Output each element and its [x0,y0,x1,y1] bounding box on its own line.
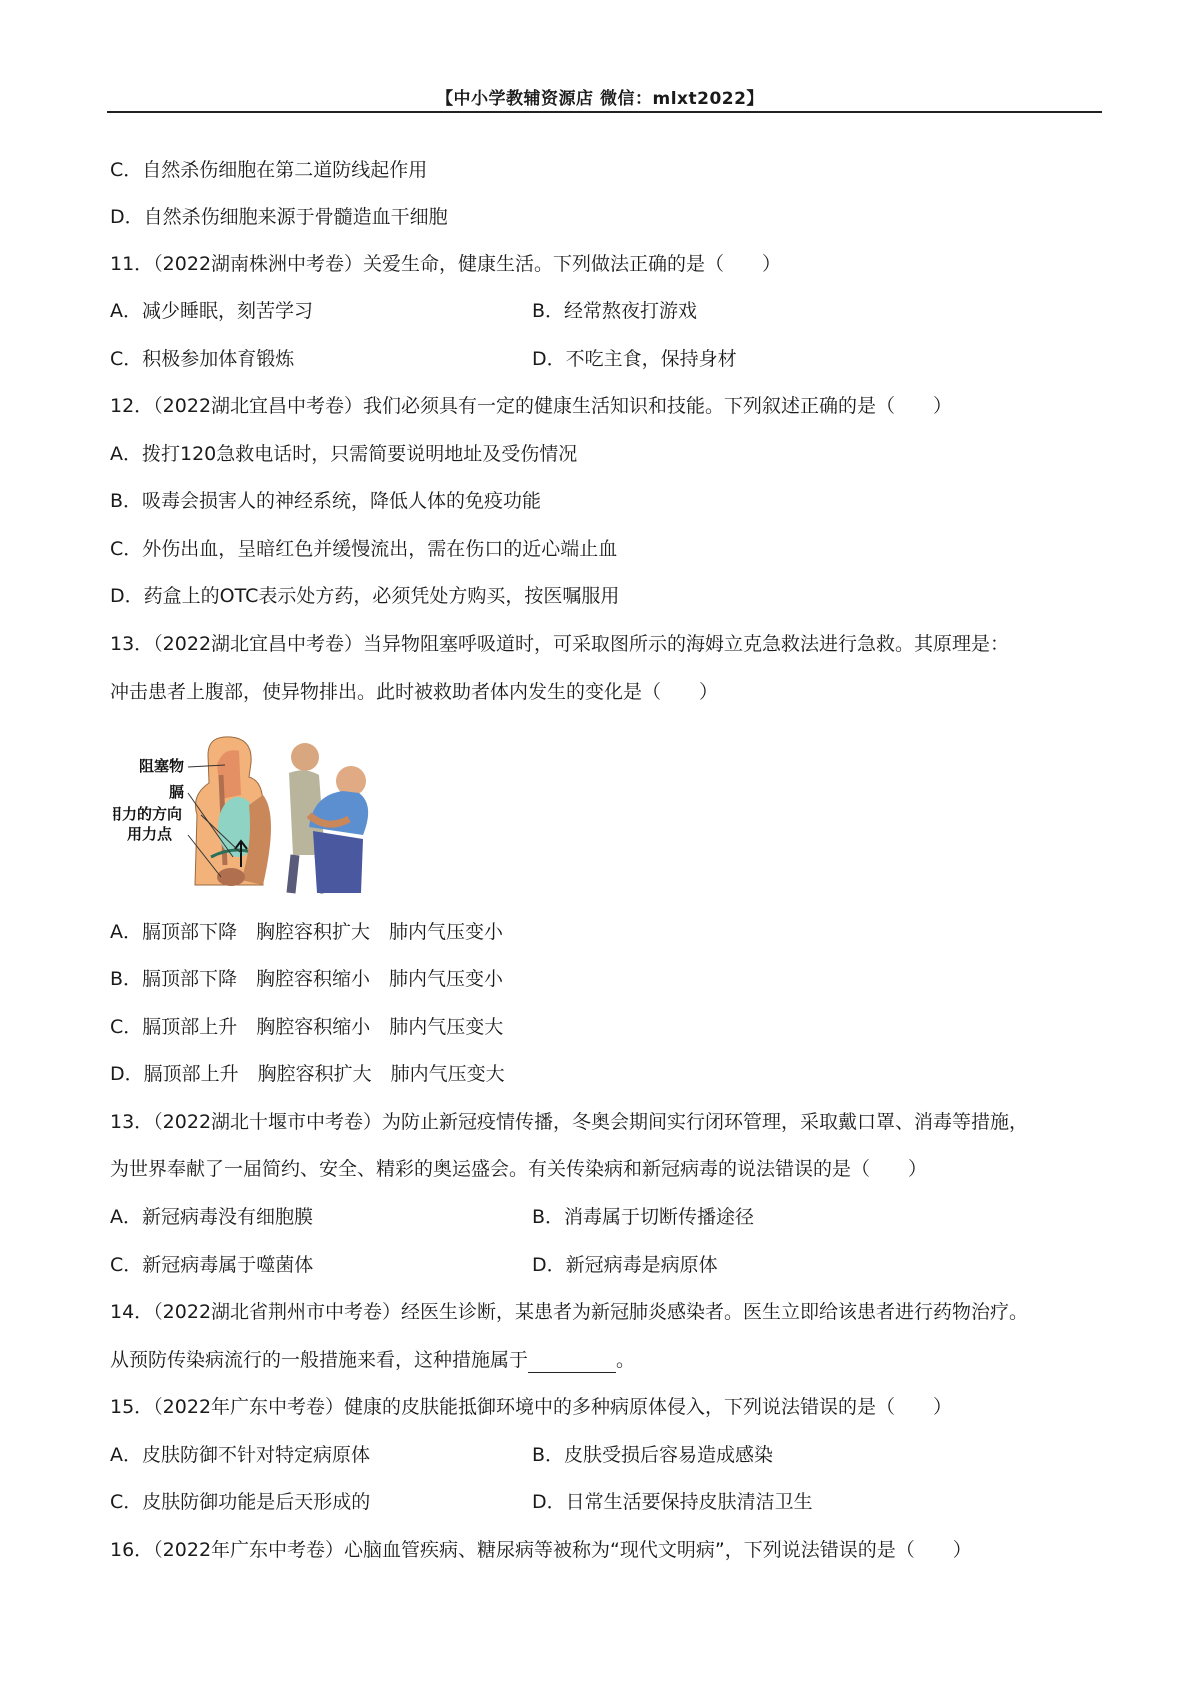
q13-option-d: D．膈顶部上升 胸腔容积扩大 肺内气压变大 [110,1063,505,1085]
label-blockage: 阻塞物 [139,757,185,775]
q11-option-b: B．经常熬夜打游戏 [532,300,698,322]
option-d-prev: D．自然杀伤细胞来源于骨髓造血干细胞 [110,206,448,228]
label-diaphragm: 膈 [169,783,185,801]
q11-option-a: A．减少睡眠，刻苦学习 [110,300,313,322]
option-c-prev: C．自然杀伤细胞在第二道防线起作用 [110,159,428,181]
q12-option-b: B．吸毒会损害人的神经系统，降低人体的免疫功能 [110,490,542,512]
q12-option-d: D．药盒上的OTC表示处方药，必须凭处方购买，按医嘱服用 [110,585,620,607]
header-divider [107,111,1102,113]
question-13b-line1: 13．（2022湖北十堰市中考卷）为防止新冠疫情传播，冬奥会期间实行闭环管理，采取戴口罩、消毒等措施， [110,1111,1029,1133]
question-15: 15．（2022年广东中考卷）健康的皮肤能抵御环境中的多种病原体侵入，下列说法错误的是（ ） [110,1396,953,1418]
q13-option-b: B．膈顶部下降 胸腔容积缩小 肺内气压变小 [110,968,504,990]
q15-option-a: A．皮肤防御不针对特定病原体 [110,1444,370,1466]
q11-option-c: C．积极参加体育锻炼 [110,348,295,370]
q13b-option-b: B．消毒属于切断传播途径 [532,1206,755,1228]
question-11: 11．（2022湖南株洲中考卷）关爱生命，健康生活。下列做法正确的是（ ） [110,253,782,275]
q11-option-d: D．不吃主食，保持身材 [532,348,737,370]
q12-option-a: A．拨打120急救电话时，只需简要说明地址及受伤情况 [110,443,578,465]
question-14-line2 [110,1347,635,1373]
page-header: 【中小学教辅资源店 微信：mlxt2022】 [436,89,764,109]
question-13-line2: 冲击患者上腹部，使异物排出。此时被救助者体内发生的变化是（ ） [110,681,719,703]
label-force-point: 用力点 [127,825,173,843]
q15-option-c: C．皮肤防御功能是后天形成的 [110,1491,371,1513]
q13b-option-a: A．新冠病毒没有细胞膜 [110,1206,313,1228]
question-13-line1: 13．（2022湖北宜昌中考卷）当异物阻塞呼吸道时，可采取图所示的海姆立克急救法进行急救。其原理是： [110,633,1010,655]
heimlich-figure [113,735,403,895]
question-14-line1: 14．（2022湖北省荆州市中考卷）经医生诊断，某患者为新冠肺炎感染者。医生立即给该患者进行药物治疗。 [110,1301,1029,1323]
question-13b-line2: 为世界奉献了一届简约、安全、精彩的奥运盛会。有关传染病和新冠病毒的说法错误的是（ ） [110,1158,928,1180]
q13-option-c: C．膈顶部上升 胸腔容积缩小 肺内气压变大 [110,1016,504,1038]
answer-blank [528,1352,616,1373]
q14-text: 从预防传染病流行的一般措施来看，这种措施属于 [110,1349,529,1371]
question-12: 12．（2022湖北宜昌中考卷）我们必须具有一定的健康生活知识和技能。下列叙述正确的是（ ） [110,395,953,417]
question-16: 16．（2022年广东中考卷）心脑血管疾病、糖尿病等被称为“现代文明病”，下列说法错误的是（ ） [110,1539,972,1561]
q13b-option-c: C．新冠病毒属于噬菌体 [110,1254,314,1276]
q13b-option-d: D．新冠病毒是病原体 [532,1254,718,1276]
q12-option-c: C．外伤出血，呈暗红色并缓慢流出，需在伤口的近心端止血 [110,538,618,560]
q14-period: 。 [616,1349,636,1371]
q15-option-b: B．皮肤受损后容易造成感染 [532,1444,774,1466]
q13-option-a: A．膈顶部下降 胸腔容积扩大 肺内气压变小 [110,921,503,943]
label-force-direction: 用力的方向 [113,805,183,823]
q15-option-d: D．日常生活要保持皮肤清洁卫生 [532,1491,813,1513]
